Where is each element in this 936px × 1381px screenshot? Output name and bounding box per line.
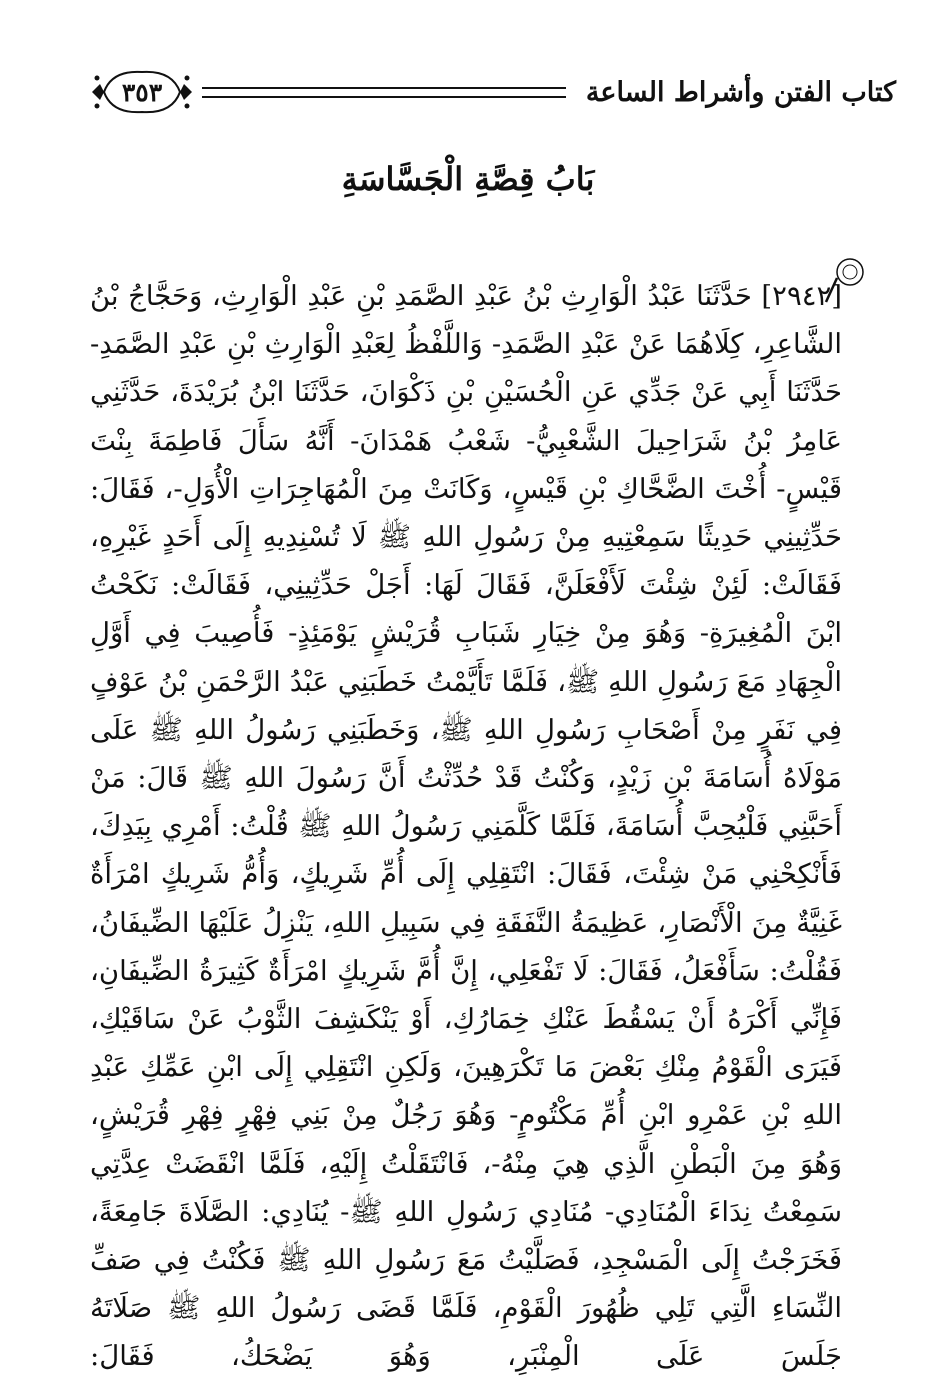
page-header bbox=[88, 62, 896, 122]
header-rule bbox=[202, 87, 566, 98]
chapter-title: بَابُ قِصَّةِ الْجَسَّاسَةِ bbox=[341, 160, 595, 198]
page-number-ornament bbox=[88, 66, 196, 118]
hadith-text: [٢٩٤٢] حَدَّثَنَا عَبْدُ الْوَارِثِ بْنُ عَبْدِ الصَّمَدِ بْنِ عَبْدِ الْوَارِثِ، وَحَجَّاجُ بْنُ الشَّاعِرِ، كِلَاهُمَا عَنْ عَبْدِ الصَّمَدِ- وَاللَّفْظُ لِعَبْدِ الْوَارِثِ بْنِ عَبْدِ الصَّمَدِ- حَدَّثَنَا أَبِي عَنْ جَدِّي عَنِ الْحُسَيْنِ بْنِ ذَكْوَانَ، حَدَّثَنَا ابْنُ بُرَيْدَةَ، حَدَّثَنِي عَامِرُ بْنُ شَرَاحِيلَ الشَّعْبِيُّ- شَعْبُ هَمْدَانَ- أَنَّهُ سَأَلَ فَاطِمَةَ بِنْتَ قَيْسٍ- أُخْتَ الضَّحَّاكِ بْنِ قَيْسٍ، وَكَانَتْ مِنَ الْمُهَاجِرَاتِ الْأُوَلِ-، فَقَالَ: حَدِّثِينِي حَدِيثًا سَمِعْتِيهِ مِنْ رَسُولِ اللهِ ﷺ لَا تُسْنِدِيهِ إِلَى أَحَدٍ غَيْرِهِ، فَقَالَتْ: لَئِنْ شِئْتَ لَأَفْعَلَنَّ، فَقَالَ لَهَا: أَجَلْ حَدِّثِينِي، فَقَالَتْ: نَكَحْتُ ابْنَ الْمُغِيرَةِ- وَهُوَ مِنْ خِيَارِ شَبَابِ قُرَيْشٍ يَوْمَئِذٍ- فَأُصِيبَ فِي أَوَّلِ الْجِهَادِ مَعَ رَسُولِ اللهِ ﷺ، فَلَمَّا تَأَيَّمْتُ خَطَبَنِي عَبْدُ الرَّحْمَنِ بْنُ عَوْفٍ فِي نَفَرٍ مِنْ أَصْحَابِ رَسُولِ اللهِ ﷺ، وَخَطَبَنِي رَسُولُ اللهِ ﷺ عَلَى مَوْلَاهُ أُسَامَةَ بْنِ زَيْدٍ، وَكُنْتُ قَدْ حُدِّثْتُ أَنَّ رَسُولَ اللهِ ﷺ قَالَ: مَنْ أَحَبَّنِي فَلْيُحِبَّ أُسَامَةَ، فَلَمَّا كَلَّمَنِي رَسُولُ اللهِ ﷺ قُلْتُ: أَمْرِي بِيَدِكَ، فَأَنْكِحْنِي مَنْ شِئْتَ، فَقَالَ: انْتَقِلِي إِلَى أُمِّ شَرِيكٍ، وَأُمُّ شَرِيكٍ امْرَأَةٌ غَنِيَّةٌ مِنَ الْأَنْصَارِ، عَظِيمَةُ النَّفَقَةِ فِي سَبِيلِ اللهِ، يَنْزِلُ عَلَيْهَا الضِّيفَانُ، فَقُلْتُ: سَأَفْعَلُ، فَقَالَ: لَا تَفْعَلِي، إِنَّ أُمَّ شَرِيكٍ امْرَأَةٌ كَثِيرَةُ الضِّيفَانِ، فَإِنِّي أَكْرَهُ أَنْ يَسْقُطَ عَنْكِ خِمَارُكِ، أَوْ يَنْكَشِفَ الثَّوْبُ عَنْ سَاقَيْكِ، فَيَرَى الْقَوْمُ مِنْكِ بَعْضَ مَا تَكْرَهِينَ، وَلَكِنِ انْتَقِلِي إِلَى ابْنِ عَمِّكِ عَبْدِ اللهِ بْنِ عَمْرِو ابْنِ أُمِّ مَكْتُومٍ- وَهُوَ رَجُلٌ مِنْ بَنِي فِهْرٍ فِهْرِ قُرَيْشٍ، وَهُوَ مِنَ الْبَطْنِ الَّذِي هِيَ مِنْهُ-، فَانْتَقَلْتُ إِلَيْهِ، فَلَمَّا انْقَضَتْ عِدَّتِي سَمِعْتُ نِدَاءَ الْمُنَادِي- مُنَادِي رَسُولِ اللهِ ﷺ- يُنَادِي: الصَّلَاةَ جَامِعَةً، فَخَرَجْتُ إِلَى الْمَسْجِدِ، فَصَلَّيْتُ مَعَ رَسُولِ اللهِ ﷺ فَكُنْتُ فِي صَفِّ النِّسَاءِ الَّتِي تَلِي ظُهُورَ الْقَوْمِ، فَلَمَّا قَضَى رَسُولُ اللهِ ﷺ صَلَاتَهُ جَلَسَ عَلَى الْمِنْبَرِ، وَهُوَ يَضْحَكُ، فَقَالَ: bbox=[90, 280, 842, 1373]
hadith-body bbox=[90, 272, 842, 1373]
page-number: ٣٥٣ bbox=[121, 77, 163, 107]
running-title: كتاب الفتن وأشراط الساعة bbox=[585, 76, 896, 108]
